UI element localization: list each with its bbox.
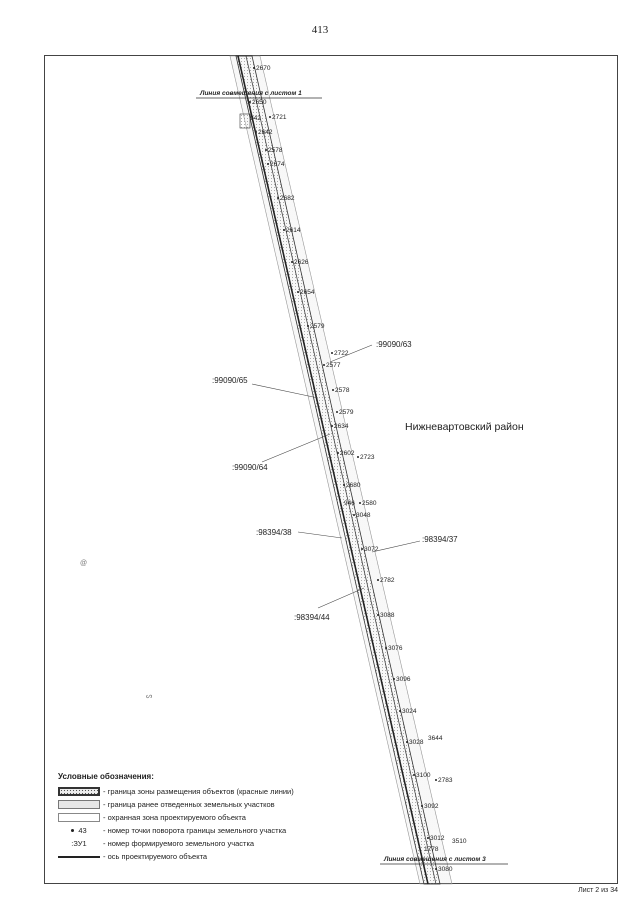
point-label: 3012 <box>430 835 445 842</box>
legend-item: - граница ранее отведенных земельных участков <box>58 798 338 811</box>
point-label: 2580 <box>362 500 377 507</box>
match-line-top-label: Линия совмещения с листом 1 <box>200 90 302 97</box>
point-label: 2654 <box>300 289 315 296</box>
point-label: 3048 <box>356 512 371 519</box>
point-label: 3092 <box>424 803 439 810</box>
protected-zone-symbol <box>58 813 100 822</box>
point-label: 3028 <box>409 739 424 746</box>
point-label: 3510 <box>452 838 467 845</box>
point-label: 2577 <box>326 362 341 369</box>
red-line-symbol <box>58 787 100 796</box>
axis-symbol <box>58 856 100 858</box>
point-label: 2722 <box>334 350 349 357</box>
parcel-label: :99090/64 <box>232 463 268 472</box>
point-label: 2626 <box>294 259 309 266</box>
map-mark: ᔕ <box>146 693 153 700</box>
region-label: Нижневартовский район <box>405 421 524 433</box>
point-label: 2723 <box>360 454 375 461</box>
point-symbol: 43 <box>58 826 100 835</box>
sheet-number: Лист 2 из 34 <box>578 887 618 894</box>
match-line-bottom-label: Линия совмещения с листом 3 <box>384 856 486 863</box>
legend-item: - ось проектируемого объекта <box>58 850 338 863</box>
parcel-label: :99090/63 <box>376 340 412 349</box>
parcel-label: :98394/38 <box>256 528 292 537</box>
point-label: 2721 <box>272 114 287 121</box>
legend-item: :ЗУ1 - номер формируемого земельного участка <box>58 837 338 850</box>
point-label: 946 <box>344 500 355 507</box>
point-label: 2602 <box>340 450 355 457</box>
point-label: 2642 <box>258 129 273 136</box>
point-label: 2783 <box>438 777 453 784</box>
point-label: 2614 <box>286 227 301 234</box>
point-label: 2634 <box>334 423 349 430</box>
point-label: 3096 <box>396 676 411 683</box>
legend-title: Условные обозначения: <box>58 772 154 781</box>
point-label: 3072 <box>364 546 379 553</box>
point-label: 2579 <box>310 323 325 330</box>
legend-item: - охранная зона проектируемого объекта <box>58 811 338 824</box>
point-label: 2579 <box>339 409 354 416</box>
point-label: 3100 <box>416 772 431 779</box>
point-label: 3024 <box>402 708 417 715</box>
legend-item: - граница зоны размещения объектов (красные линии) <box>58 785 338 798</box>
boundary-line <box>246 56 436 884</box>
point-label: 3080 <box>438 866 453 873</box>
point-label: 2578 <box>268 147 283 154</box>
point-label: 1778 <box>424 846 439 853</box>
point-label: 2674 <box>270 161 285 168</box>
map-mark: @ <box>80 560 88 567</box>
parcel-number-symbol: :ЗУ1 <box>71 839 87 848</box>
legend-item: 43 - номер точки поворота границы земельного участка <box>58 824 338 837</box>
point-label: 2680 <box>346 482 361 489</box>
parcel-label: :98394/37 <box>422 535 458 544</box>
point-label: 942 <box>250 115 261 122</box>
legend <box>58 772 338 863</box>
point-label: 3076 <box>388 645 403 652</box>
point-label: 3088 <box>380 612 395 619</box>
parcel-label: :99090/65 <box>212 376 248 385</box>
page-number: 413 <box>311 24 329 36</box>
point-dot-icon <box>71 829 74 832</box>
point-label: 2670 <box>256 65 271 72</box>
parcel-label: :98394/44 <box>294 613 330 622</box>
point-label: 2578 <box>335 387 350 394</box>
point-label: 2782 <box>380 577 395 584</box>
previous-parcels-symbol <box>58 800 100 809</box>
point-label: 3644 <box>428 735 443 742</box>
point-label: 2682 <box>280 195 295 202</box>
point-label: 2650 <box>252 99 267 106</box>
